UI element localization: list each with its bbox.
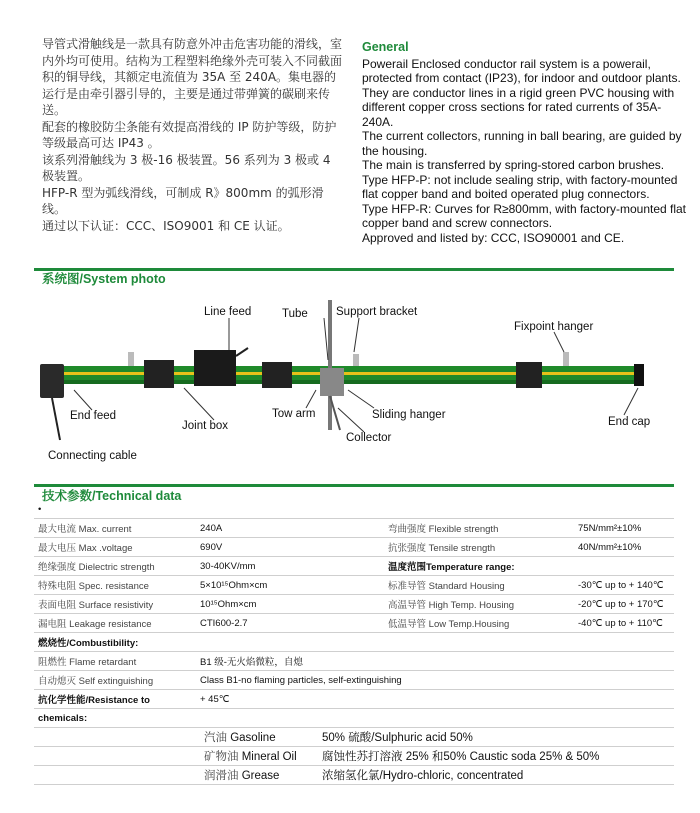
label-fixpoint-hanger: Fixpoint hanger	[514, 321, 594, 333]
bullet-cell: •	[34, 500, 674, 519]
table-row	[34, 576, 674, 595]
param-cn: 阻燃性	[38, 657, 67, 668]
param-cn: 最大电流	[38, 524, 77, 535]
value-cell: Class B1-no flaming particles, self-extinguishing	[196, 671, 674, 690]
value-cell: 10¹⁵Ohm×cm	[196, 595, 384, 614]
general-line: Approved and listed by: CCC, ISO90001 and CE.	[362, 230, 625, 245]
chem-en: Mineral Oil	[241, 751, 297, 763]
label-tow-arm: Tow arm	[272, 408, 316, 420]
chem-temp: + 45℃	[196, 690, 674, 709]
chem-cell	[200, 728, 318, 747]
param-en: Leakage resistance	[69, 619, 152, 630]
end-feed-box	[40, 364, 64, 398]
general-line: They are conductor lines in a rigid green PVC housing with different copper cross sections for rated currents of 35A-240A.	[362, 85, 675, 129]
chem-cn: 润滑油	[204, 770, 239, 782]
chem-cn: 矿物油	[204, 751, 239, 763]
intro-cn-p2: 配套的橡胶防尘条能有效提高滑线的 IP 防护等级，防护等级最高可达 IP43 。	[42, 119, 337, 150]
value-cell: 40N/mm²±10%	[574, 538, 674, 557]
chem-en: Grease	[241, 770, 280, 782]
param-cell	[34, 557, 196, 576]
empty-cell	[34, 747, 200, 766]
table-row	[34, 519, 674, 538]
param-en: Spec. resistance	[78, 581, 149, 592]
param-cn: 弯曲强度	[388, 524, 427, 535]
joint-box-1	[144, 360, 174, 388]
system-photo-heading: 系统图/System photo	[42, 272, 166, 286]
table-row	[34, 728, 674, 747]
param-cn: 高温导管	[388, 600, 427, 611]
general-heading: General	[362, 40, 409, 54]
param-en: Surface resistivity	[78, 600, 154, 611]
param-cell	[384, 576, 574, 595]
label-end-feed: End feed	[70, 410, 117, 422]
param-en: Standard Housing	[428, 581, 505, 592]
table-row	[34, 614, 674, 633]
hanger-2	[353, 354, 359, 366]
param-en: High Temp. Housing	[428, 600, 515, 611]
chem-value: 50% 硫酸/Sulphuric acid 50%	[318, 728, 674, 747]
param-cell	[34, 519, 196, 538]
param-en: Flexible strength	[428, 524, 499, 535]
line-feed-box	[194, 350, 236, 386]
table-row	[34, 766, 674, 785]
value-cell: 240A	[196, 519, 384, 538]
param-cn: 绝缘强度	[38, 562, 77, 573]
param-cell	[34, 652, 196, 671]
table-row	[34, 690, 674, 709]
param-cell	[34, 595, 196, 614]
technical-table	[34, 500, 674, 728]
chem-cell	[200, 747, 318, 766]
chem-label-2: chemicals:	[34, 709, 674, 728]
param-cell	[384, 538, 574, 557]
joint-box-2	[262, 362, 292, 388]
hanger-3	[563, 352, 569, 366]
param-en: Dielectric strength	[78, 562, 155, 573]
param-en: 温度范围Temperature range:	[388, 562, 515, 573]
param-cn: 抗张强度	[388, 543, 427, 554]
value-cell: 30-40KV/mm	[196, 557, 384, 576]
end-cap-block	[634, 364, 644, 386]
joint-box-3	[516, 362, 542, 388]
hanger-1	[128, 352, 134, 366]
table-row	[34, 652, 674, 671]
chem-value: 浓缩氢化氯/Hydro-chloric, concentrated	[318, 766, 674, 785]
param-cn: 特殊电阻	[38, 581, 77, 592]
table-row	[34, 747, 674, 766]
table-row	[34, 595, 674, 614]
general-section	[362, 40, 687, 245]
param-cn: 最大电压	[38, 543, 77, 554]
label-line-feed: Line feed	[204, 306, 252, 318]
param-en: Flame retardant	[69, 657, 137, 668]
value-cell: 5×10¹⁵Ohm×cm	[196, 576, 384, 595]
empty-cell	[34, 766, 200, 785]
param-en: Max .voltage	[78, 543, 133, 554]
param-en: Low Temp.Housing	[428, 619, 510, 630]
chem-cell	[200, 766, 318, 785]
value-cell: -30℃ up to + 140℃	[574, 576, 674, 595]
technical-heading: 技术参数/Technical data	[42, 489, 182, 503]
param-cell	[384, 595, 574, 614]
collector-body	[320, 368, 344, 396]
rail-stripe	[52, 372, 642, 375]
value-cell: -20℃ up to + 170℃	[574, 595, 674, 614]
connecting-cable-line	[52, 398, 60, 440]
general-line: Powerail Enclosed conductor rail system is a powerail, protected from contact (IP23), for indoor and outdoor plants.	[362, 56, 681, 85]
param-cn: 标准导管	[388, 581, 427, 592]
param-cell	[34, 671, 196, 690]
param-en: Max. current	[78, 524, 132, 535]
rail-shadow	[52, 380, 642, 384]
table-row	[34, 633, 674, 652]
temperature-range-label	[384, 557, 574, 576]
value-cell: 75N/mm²±10%	[574, 519, 674, 538]
general-line: Type HFP-R: Curves for R≥800mm, with factory-mounted flat copper band and screw connectors.	[362, 201, 687, 230]
chem-value: 腐蚀性苏打溶液 25% 和50% Caustic soda 25% & 50%	[318, 747, 674, 766]
table-row	[34, 557, 674, 576]
label-joint-box: Joint box	[182, 420, 229, 432]
value-cell: CTI600-2.7	[196, 614, 384, 633]
value-cell: -40℃ up to + 110℃	[574, 614, 674, 633]
chemicals-table	[34, 728, 674, 785]
param-cn: 低温导管	[388, 619, 427, 630]
param-en: Tensile strength	[428, 543, 496, 554]
chem-label-1: 抗化学性能/Resistance to	[34, 690, 196, 709]
label-end-cap: End cap	[608, 416, 651, 428]
intro-cn-p3: 该系列滑触线为 3 极-16 极装置。56 系列为 3 极或 4 极装置。	[42, 152, 331, 183]
intro-cn-p1: 导管式滑触线是一款具有防意外冲击危害功能的滑线，室内外均可使用。结构为工程塑料绝缘外壳可装入不同截面积的铜导线，其额定电流值为 35A 至 240A。集电器的运行是由牵引器引导的，主要是通过带弹簧的碳刷来传送。	[42, 37, 343, 117]
param-cn: 表面电阻	[38, 600, 77, 611]
param-cn: 漏电阻	[38, 619, 67, 630]
table-row	[34, 671, 674, 690]
general-line: The current collectors, running in ball bearing, are guided by the housing.	[362, 129, 682, 158]
intro-cn-p5: 通过以下认证：CCC、ISO9001 和 CE 认证。	[42, 218, 290, 233]
general-line: Type HFP-P: not include sealing strip, with factory-mounted flat copper band and boited operated plug connectors.	[362, 172, 678, 201]
table-row	[34, 500, 674, 519]
empty-cell	[34, 728, 200, 747]
value-cell: B1 级-无火焰微粒，自熄	[196, 652, 674, 671]
param-cn: 自动熄灭	[38, 676, 77, 687]
chem-en: Gasoline	[230, 732, 276, 744]
general-line: The main is transferred by spring-stored carbon brushes.	[362, 158, 665, 172]
param-en: Self extinguishing	[78, 676, 154, 687]
label-support-bracket: Support bracket	[336, 306, 418, 318]
chem-cn: 汽油	[204, 732, 227, 744]
value-cell: 690V	[196, 538, 384, 557]
value-cell	[574, 557, 674, 576]
label-collector: Collector	[346, 432, 392, 444]
table-row	[34, 538, 674, 557]
combustibility-label: 燃烧性/Combustibility:	[34, 633, 674, 652]
param-cell	[34, 576, 196, 595]
intro-cn-p4: HFP-R 型为弧线滑线，可制成 R》800mm 的弧形滑线。	[42, 185, 324, 216]
param-cell	[34, 538, 196, 557]
label-tube: Tube	[282, 308, 308, 320]
label-connecting-cable: Connecting cable	[48, 450, 137, 462]
param-cell	[34, 614, 196, 633]
param-cell	[384, 614, 574, 633]
system-diagram	[34, 290, 674, 475]
intro-cn	[42, 36, 342, 234]
label-sliding-hanger: Sliding hanger	[372, 409, 446, 421]
table-row	[34, 709, 674, 728]
param-cell	[384, 519, 574, 538]
